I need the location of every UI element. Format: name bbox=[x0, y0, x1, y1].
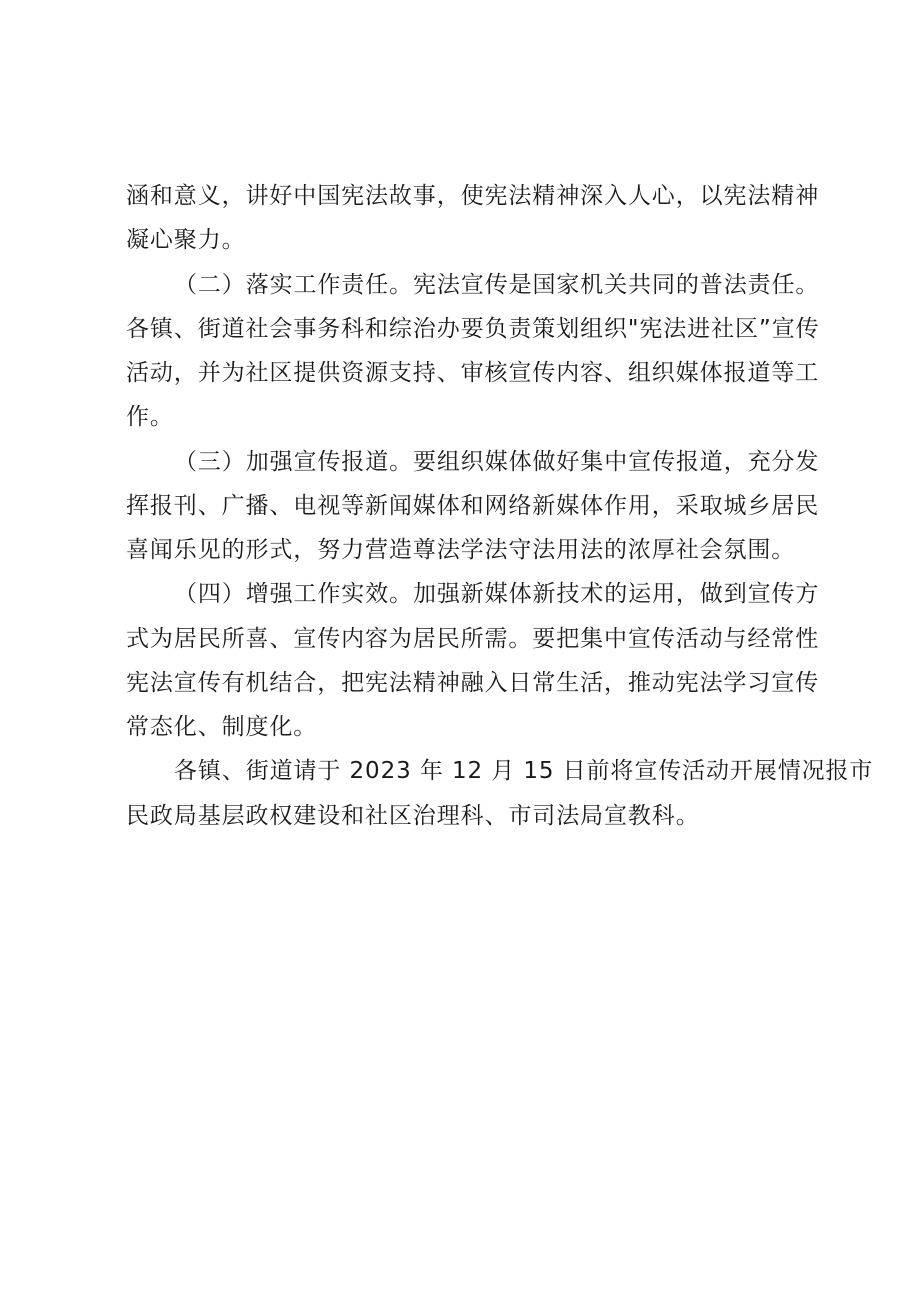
paragraph-line: （四）增强工作实效。加强新媒体新技术的运用，做到宣传方 bbox=[174, 581, 820, 607]
paragraph-line: 活动，并为社区提供资源支持、审核宣传内容、组织媒体报道等工 bbox=[126, 360, 820, 386]
paragraph-line: 常态化、制度化。 bbox=[126, 714, 318, 740]
paragraph-line: 各镇、街道社会事务科和综治办要负责策划组织"宪法进社区”宣传 bbox=[126, 316, 820, 342]
paragraph-line: 凝心聚力。 bbox=[126, 227, 246, 253]
paragraph-line: （三）加强宣传报道。要组织媒体做好集中宣传报道，充分发 bbox=[174, 449, 820, 475]
paragraph-line: 喜闻乐见的形式，努力营造尊法学法守法用法的浓厚社会氛围。 bbox=[126, 537, 796, 563]
paragraph-line: 式为居民所喜、宣传内容为居民所需。要把集中宣传活动与经常性 bbox=[126, 626, 820, 652]
paragraph-line: 民政局基层政权建设和社区治理科、市司法局宣教科。 bbox=[126, 803, 700, 829]
paragraph-line: 挥报刊、广播、电视等新闻媒体和网络新媒体作用，采取城乡居民 bbox=[126, 493, 820, 519]
paragraph-line: 宪法宣传有机结合，把宪法精神融入日常生活，推动宪法学习宣传 bbox=[126, 670, 820, 696]
paragraph-line: （二）落实工作责任。宪法宣传是国家机关共同的普法责任。 bbox=[174, 272, 820, 298]
paragraph-line: 涵和意义，讲好中国宪法故事，使宪法精神深入人心，以宪法精神 bbox=[126, 183, 820, 209]
paragraph-line: 各镇、街道请于 2023 年 12 月 15 日前将宣传活动开展情况报市 bbox=[174, 758, 874, 784]
paragraph-line: 作。 bbox=[126, 404, 174, 430]
